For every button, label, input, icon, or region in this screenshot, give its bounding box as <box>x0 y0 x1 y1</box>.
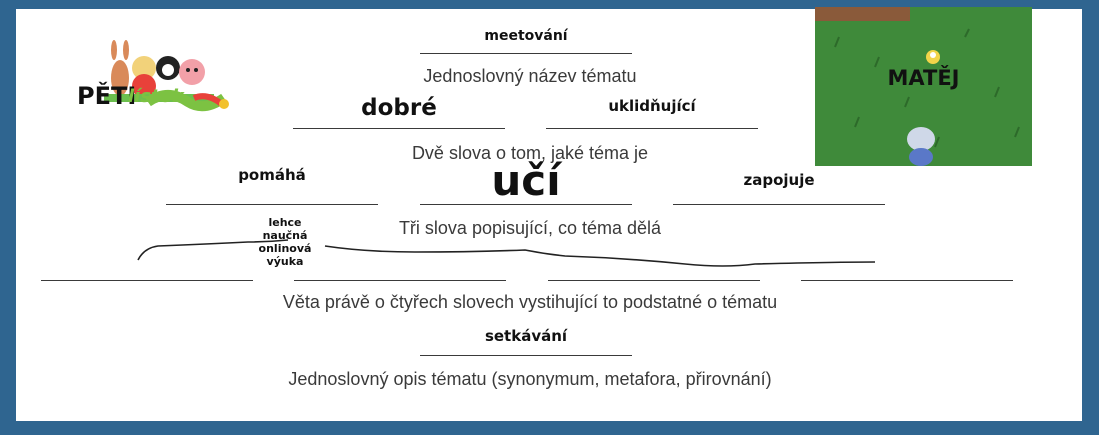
four-prompt: Věta právě o čtyřech slovech vystihující to podstatné o tématu <box>282 292 778 312</box>
four-word-3: onlinová <box>258 242 312 255</box>
four-line-2 <box>294 280 506 281</box>
three-prompt: Tři slova popisující, co téma dělá <box>398 218 662 238</box>
two-line-2 <box>546 128 758 129</box>
four-line-3 <box>548 280 760 281</box>
four-word-4: výuka <box>266 255 304 268</box>
two-word-2: uklidňující <box>608 97 696 115</box>
title-line <box>420 53 632 54</box>
two-word-1: dobré <box>361 95 437 121</box>
title-prompt: Jednoslovný název tématu <box>423 66 637 86</box>
corner-image-caption: MATĚJ <box>887 66 960 90</box>
three-word-1: pomáhá <box>238 166 306 184</box>
three-line-2 <box>420 204 632 205</box>
logo-title: PĚTI <box>77 82 137 110</box>
synonym-line <box>420 355 632 356</box>
three-word-2: učí <box>491 156 561 205</box>
scribble-line <box>130 232 930 272</box>
three-line-3 <box>673 204 885 205</box>
four-line-1 <box>41 280 253 281</box>
four-line-4 <box>801 280 1013 281</box>
logo-brand: lístek <box>128 86 184 107</box>
four-word-1: lehce <box>268 216 302 229</box>
four-word-2: naučná <box>262 229 308 242</box>
two-line-1 <box>293 128 505 129</box>
title-word: meetování <box>484 28 568 44</box>
three-line-1 <box>166 204 378 205</box>
two-prompt: Dvě slova o tom, jaké téma je <box>411 143 649 163</box>
synonym-prompt: Jednoslovný opis tématu (synonymum, metafora, přirovnání) <box>288 369 772 389</box>
synonym-word: setkávání <box>484 327 568 345</box>
three-word-3: zapojuje <box>743 171 815 189</box>
